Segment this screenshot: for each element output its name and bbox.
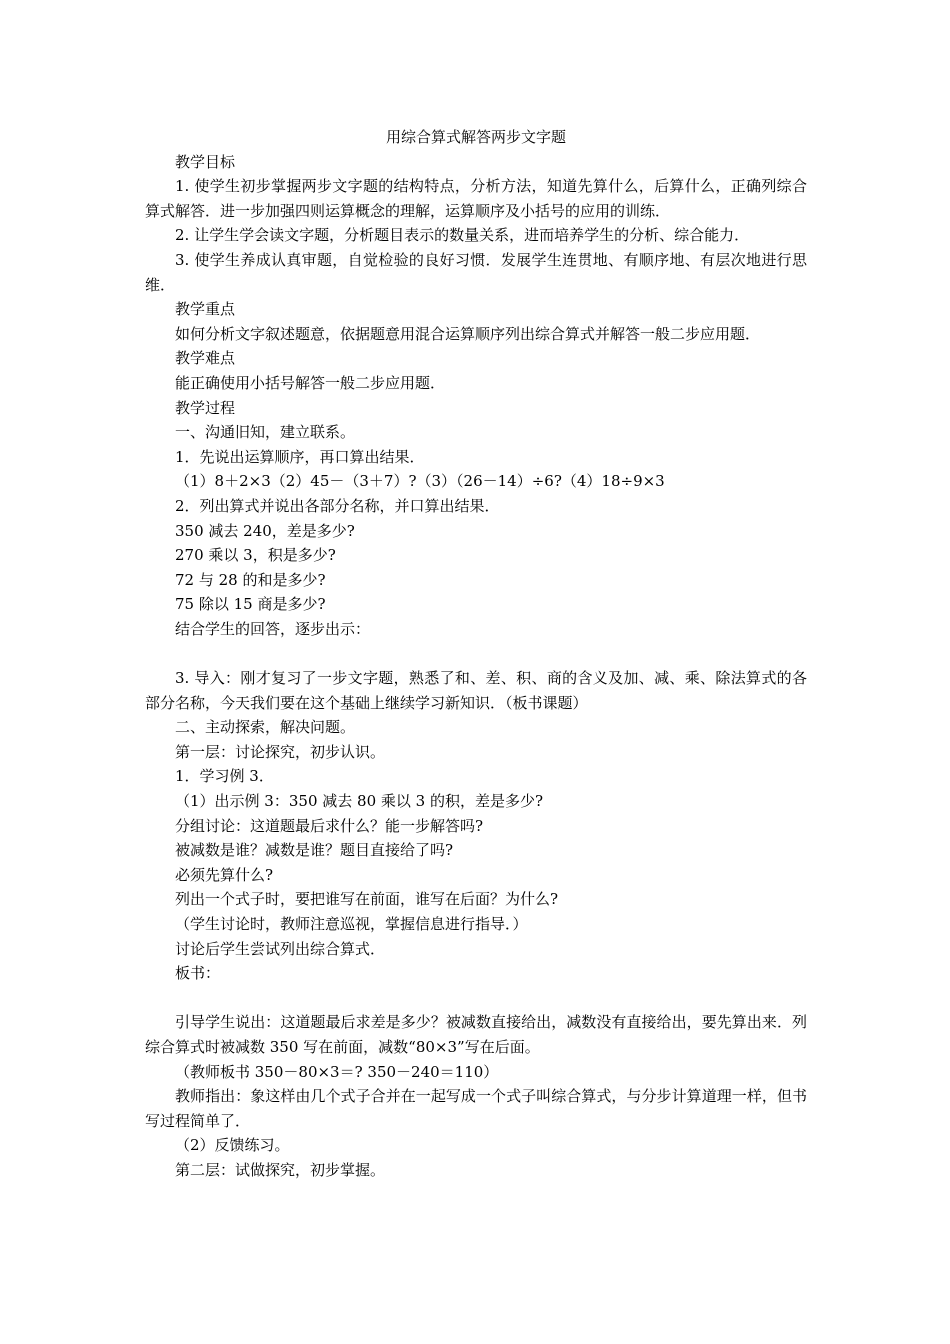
paragraph: 第一层：讨论探究，初步认识。 <box>175 742 386 761</box>
paragraph: 二、主动探索，解决问题。 <box>175 718 356 737</box>
blank-line <box>145 641 807 666</box>
paragraph: （1）出示例 3：350 减去 80 乘以 3 的积，差是多少? <box>175 792 543 811</box>
paragraph: 列出一个式子时，要把谁写在前面，谁写在后面？为什么? <box>175 890 559 909</box>
paragraph: 1．学习例 3． <box>175 767 274 786</box>
blank-line <box>145 986 807 1011</box>
paragraph: 引导学生说出：这道题最后求差是多少？被减数直接给出，减数没有直接给出，要先算出来．列综合算式时被减数 350 写在前面，减数“80×3”写在后面。 <box>145 1013 807 1056</box>
paragraph: 75 除以 15 商是多少? <box>175 595 326 614</box>
paragraph: 3. 导入：刚才复习了一步文字题，熟悉了和、差、积、商的含义及加、减、乘、除法算式的各部分名称，今天我们要在这个基础上继续学习新知识．（板书课题） <box>145 669 807 712</box>
paragraph: 2. 让学生学会读文字题，分析题目表示的数量关系，进而培养学生的分析、综合能力． <box>175 226 750 245</box>
document-body <box>145 150 807 1183</box>
paragraph: 板书： <box>175 964 221 983</box>
paragraph: 一、沟通旧知，建立联系。 <box>175 423 356 442</box>
paragraph: 1．先说出运算顺序，再口算出结果． <box>175 447 425 466</box>
paragraph: 教学重点 <box>175 300 236 319</box>
paragraph: （1）8＋2×3（2）45－（3＋7）?（3）（26－14）÷6?（4）18÷9×3 <box>175 472 665 491</box>
paragraph: 分组讨论：这道题最后求什么？能一步解答吗? <box>175 816 484 835</box>
paragraph: 第二层：试做探究，初步掌握。 <box>175 1160 386 1179</box>
paragraph: 教师指出：象这样由几个式子合并在一起写成一个式子叫综合算式，与分步计算道理一样，但书写过程简单了． <box>145 1087 807 1130</box>
paragraph: 350 减去 240，差是多少? <box>175 521 355 540</box>
paragraph: （2）反馈练习。 <box>175 1136 290 1155</box>
paragraph: 能正确使用小括号解答一般二步应用题． <box>175 373 446 392</box>
paragraph: （学生讨论时，教师注意巡视，掌握信息进行指导．） <box>175 915 528 933</box>
paragraph: 1. 使学生初步掌握两步文字题的结构特点，分析方法，知道先算什么，后算什么，正确列综合算式解答．进一步加强四则运算概念的理解，运算顺序及小括号的应用的训练． <box>145 177 807 220</box>
paragraph: 教学过程 <box>175 398 236 417</box>
paragraph: 3. 使学生养成认真审题，自觉检验的良好习惯．发展学生连贯地、有顺序地、有层次地进行思维． <box>145 250 807 294</box>
paragraph: （教师板书 350－80×3＝? 350－240＝110） <box>175 1062 499 1081</box>
paragraph: 270 乘以 3，积是多少? <box>175 546 336 565</box>
paragraph: 教学目标 <box>175 152 236 171</box>
paragraph: 结合学生的回答，逐步出示： <box>175 619 371 638</box>
paragraph: 讨论后学生尝试列出综合算式． <box>175 939 386 958</box>
paragraph: 必须先算什么? <box>175 865 274 884</box>
document-title: 用综合算式解答两步文字题 <box>385 128 566 146</box>
paragraph: 如何分析文字叙述题意，依据题意用混合运算顺序列出综合算式并解答一般二步应用题． <box>175 324 761 343</box>
document-page <box>145 125 807 1183</box>
paragraph: 被减数是谁？减数是谁？题目直接给了吗? <box>175 841 454 860</box>
paragraph: 72 与 28 的和是多少? <box>175 570 326 589</box>
paragraph: 2．列出算式并说出各部分名称，并口算出结果． <box>175 496 500 515</box>
paragraph: 教学难点 <box>175 349 236 368</box>
